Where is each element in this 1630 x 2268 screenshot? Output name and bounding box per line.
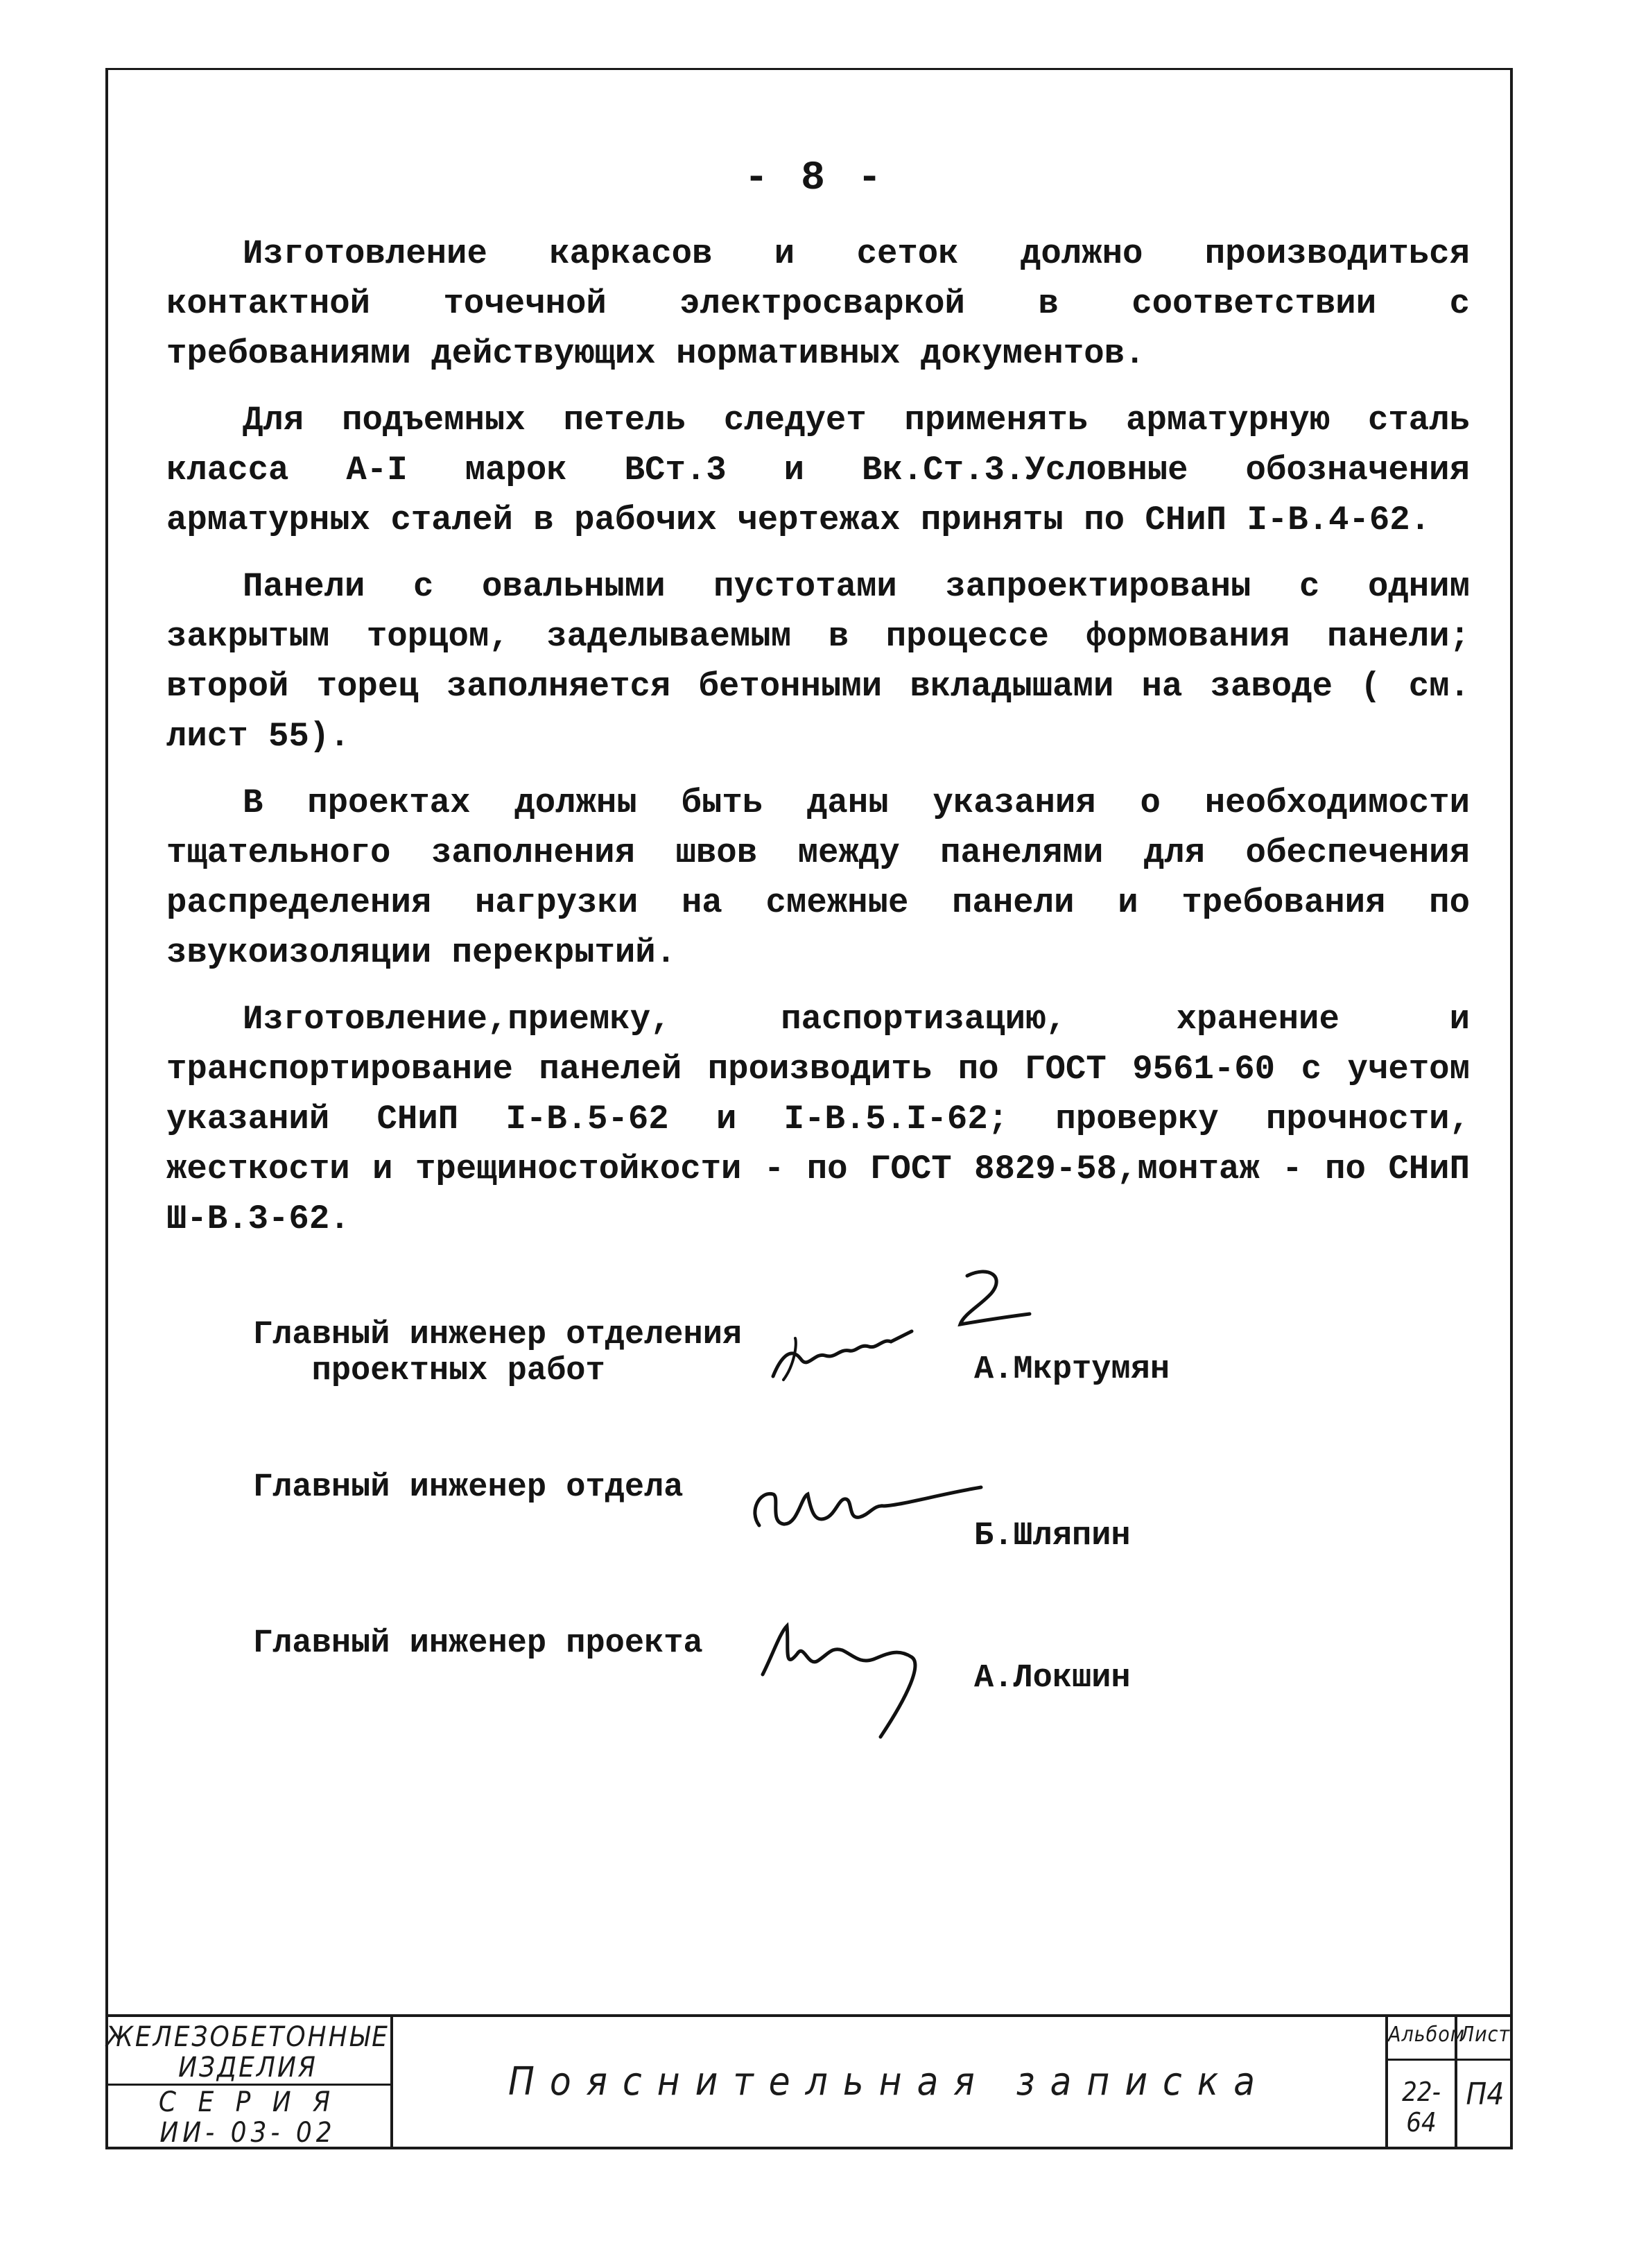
album-label: Альбом [1388,2023,1466,2047]
signature-title: Главный инженер отделения [253,1317,743,1353]
document-title: Пояснительная записка [393,2017,1388,2147]
signature-block-department-head [253,1470,1293,1553]
paragraph-manufacturing-standards: Изготовление,приемку, паспортизацию, хранение и транспортирование панелей производить по ГОСТ 9561-60 с учетом указаний СНиП I-В.5-62 и I-В.5.I-62; проверку прочности, жесткости и трещиностойкости - по ГОСТ 8829-58,монтаж - по СНиП Ш-В.3-62. [166,1000,1470,1238]
paragraph-joint-filling: В проектах должны быть даны указания о необходимости тщательного заполнения швов между панелями для обеспечения распределения нагрузки на смежные панели и требования по звукоизоляции перекрытий. [166,784,1470,972]
divider [1457,2059,1513,2061]
album-value: 22-64 [1402,2077,1441,2138]
organization-cell [105,2017,393,2147]
paragraph-oval-voids: Панели с овальными пустотами запроектированы с одним закрытым торцом, заделываемым в процессе формования панели; второй торец заполняется бетонными вкладышами на заводе ( см. лист 55). [166,567,1470,756]
sheet-cell [1457,2017,1513,2147]
org-line-2: ИЗДЕЛИЯ [178,2052,318,2084]
handwritten-signature [749,1605,978,1744]
signature-block-department-chief [253,1317,1293,1408]
sheet-value: П4 [1466,2077,1505,2112]
album-cell [1388,2017,1466,2147]
signature-block-project-chief [253,1626,1293,1737]
title-block [105,2014,1513,2149]
page-number: - 8 - [744,156,886,201]
sheet-label: Лист [1459,2023,1511,2047]
divider [105,2084,390,2086]
handwritten-signature [752,1262,1043,1401]
paragraph-welding: Изготовление каркасов и сеток должно производиться контактной точечной электросваркой в соответствии с требованиями действующих нормативных документов. [166,234,1470,373]
handwritten-signature [731,1456,995,1546]
series-value: ИИ- 03- 02 [159,2117,336,2149]
signature-name: А.Локшин [974,1660,1131,1697]
signature-title-line2: проектных работ [253,1353,605,1390]
series-label: С Е Р И Я [158,2086,338,2118]
signature-name: А.Мкртумян [974,1351,1170,1388]
org-line-1: ЖЕЛЕЗОБЕТОННЫЕ [106,2021,390,2053]
document-body [166,229,1470,1261]
signature-title: Главный инженер отдела [253,1469,684,1506]
signature-title: Главный инженер проекта [253,1625,703,1662]
divider [1388,2059,1455,2061]
paragraph-lifting-loops: Для подъемных петель следует применять арматурную сталь класса А-I марок ВСт.3 и Вк.Ст.3.Условные обозначения арматурных сталей в рабочих чертежах приняты по СНиП I-В.4-62. [166,401,1470,539]
signature-name: Б.Шляпин [974,1518,1131,1555]
